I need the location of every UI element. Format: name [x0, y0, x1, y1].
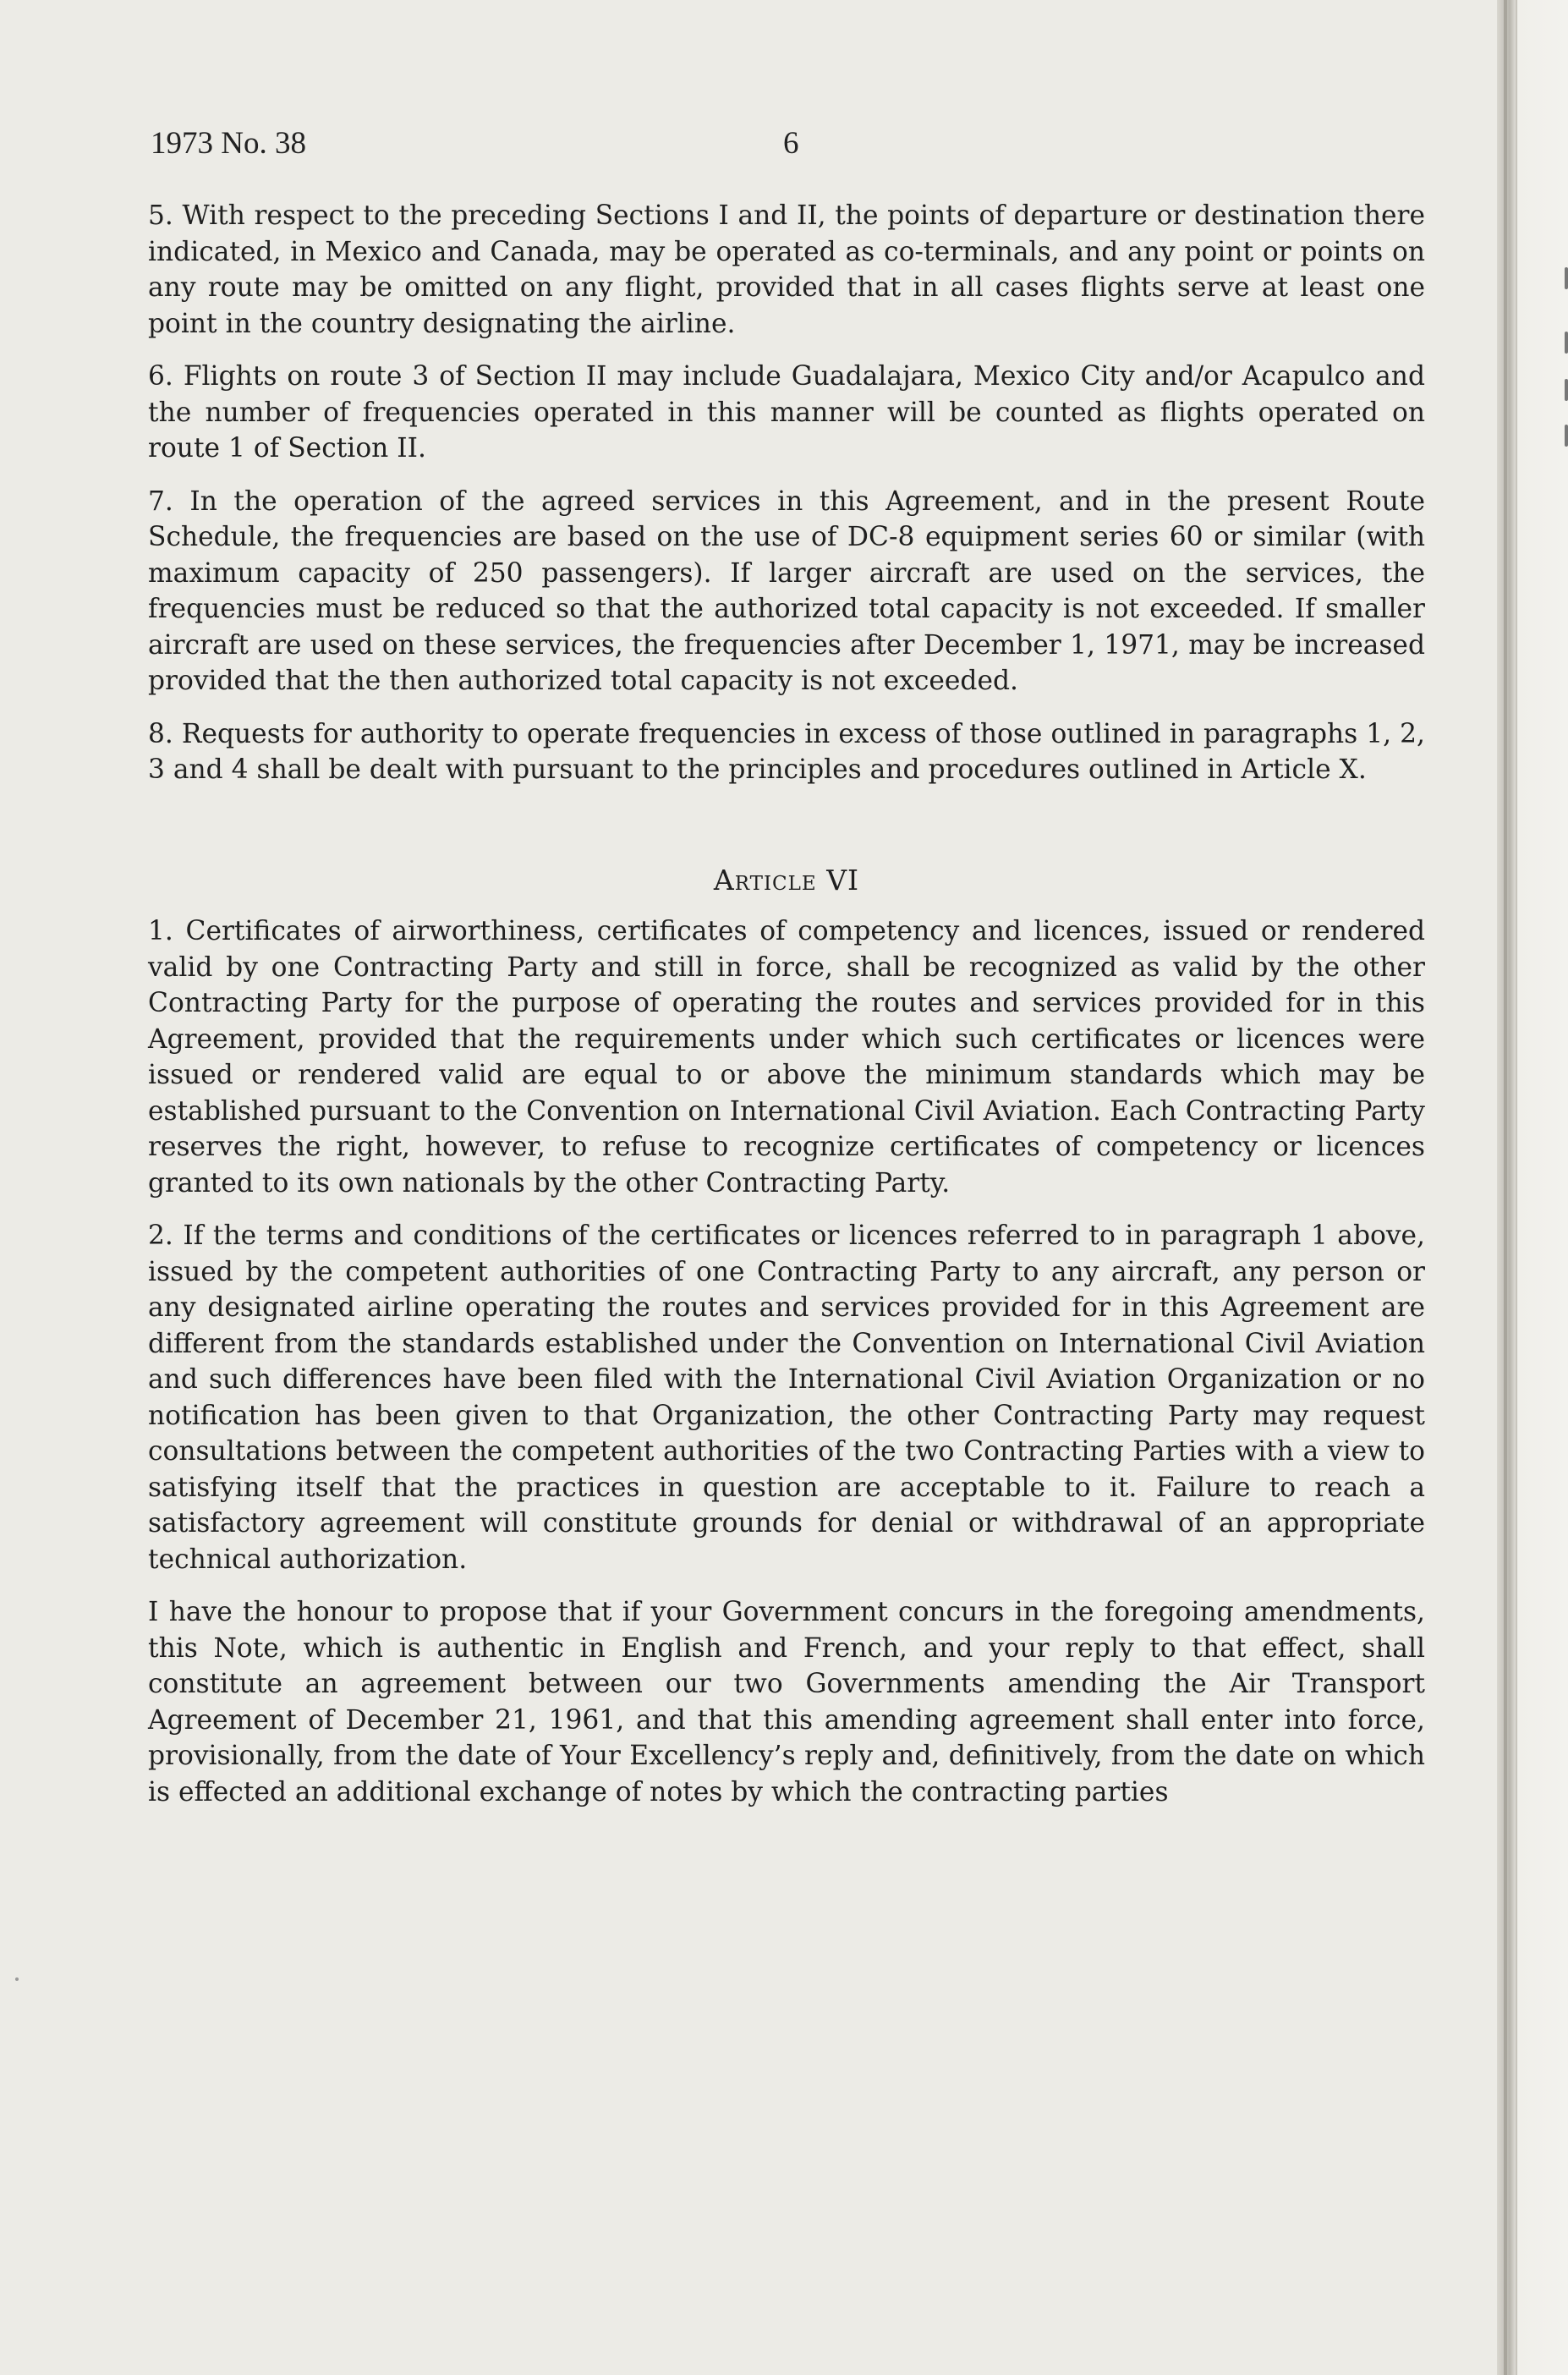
- paragraph-5: 5. With respect to the preceding Sections I and II, the points of departure or destination there indicated, in Mexico and Canada, may be operated as co-terminals, and any point or points on any route may be omitted on any flight, provided that in all cases flights serve at least one point in the country designating the airline.: [148, 200, 1425, 339]
- paragraph-8: 8. Requests for authority to operate frequencies in excess of those outlined in paragraphs 1, 2, 3 and 4 shall be dealt with pursuant to the principles and procedures outlined in Article X.: [148, 718, 1425, 785]
- binding-line: [1504, 0, 1507, 2375]
- paragraph-6: 6. Flights on route 3 of Section II may include Guadalajara, Mexico City and/or Acapulco and the number of frequencies operated in this manner will be counted as flights operated on route 1 of Section II.: [148, 361, 1425, 463]
- document-reference: 1973 No. 38: [151, 126, 306, 161]
- article-paragraph-2: 2. If the terms and conditions of the certificates or licences referred to in paragraph 1 above, issued by the competent authorities of one Contracting Party to any aircraft, any person or any designated airline operating the routes and services provided for in this Agreement are different from the standards established under the Convention on International Civil Aviation and such differences have been filed with the International Civil Aviation Organization or no notification has been given to that Organization, the other Contracting Party may request consultations between the competent authorities of the two Contracting Parties with a view to satisfying itself that the practices in question are acceptable to it. Failure to reach a satisfactory agreement will constitute grounds for denial or withdrawal of an appropriate technical authorization.: [148, 1220, 1425, 1575]
- article-heading: Article VI: [713, 863, 860, 897]
- edge-mark: [1565, 332, 1568, 354]
- paper-speck: [15, 1977, 19, 1981]
- document-body: [148, 198, 1425, 1827]
- page-edge-binding: [1497, 0, 1568, 2375]
- paragraph-7: 7. In the operation of the agreed services in this Agreement, and in the present Route Schedule, the frequencies are based on the use of DC-8 equipment series 60 or similar (with maximum capacity of 250 passengers). If larger aircraft are used on the services, the frequencies must be reduced so that the authorized total capacity is not exceeded. If smaller aircraft are used on these services, the frequencies after December 1, 1971, may be increased provided that the then authorized total capacity is not exceeded.: [148, 485, 1425, 696]
- closing-paragraph: I have the honour to propose that if your Government concurs in the foregoing amendments, this Note, which is authentic in English and French, and your reply to that effect, shall constitute an agreement between our two Governments amending the Air Transport Agreement of December 21, 1961, and that this amending agreement shall enter into force, provisionally, from the date of Your Excellency’s reply and, definitively, from the date on which is effected an additional exchange of notes by which the contracting parties: [148, 1597, 1425, 1807]
- article-paragraph-1: 1. Certificates of airworthiness, certificates of competency and licences, issued or rendered valid by one Contracting Party and still in force, shall be recognized as valid by the other Contracting Party for the purpose of operating the routes and services provided for in this Agreement, provided that the requirements under which such certificates or licences were issued or rendered valid are equal to or above the minimum standards which may be established pursuant to the Convention on International Civil Aviation. Each Contracting Party reserves the right, however, to refuse to recognize certificates of competency or licences granted to its own nationals by the other Contracting Party.: [148, 916, 1425, 1198]
- edge-mark: [1565, 425, 1568, 447]
- edge-mark: [1565, 267, 1568, 289]
- edge-mark: [1565, 379, 1568, 401]
- page-number: 6: [783, 126, 799, 161]
- page-header: [151, 125, 1428, 162]
- binding-line: [1516, 0, 1517, 2375]
